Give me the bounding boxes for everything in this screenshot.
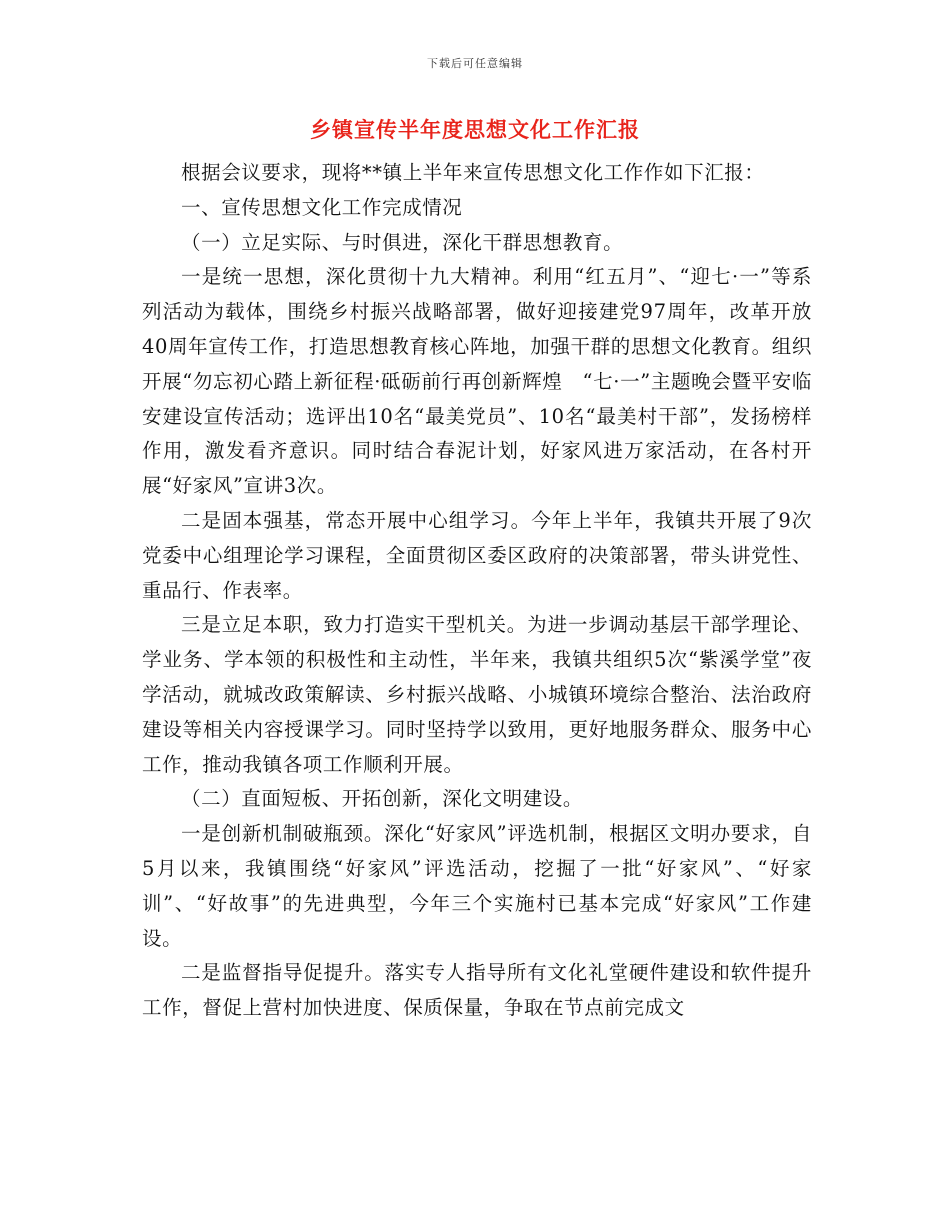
paragraph-intro: 根据会议要求，现将**镇上半年来宣传思想文化工作作如下汇报： bbox=[181, 161, 765, 184]
document-title: 乡镇宣传半年度思想文化工作汇报 bbox=[310, 117, 640, 142]
subsection-heading-2: （二）直面短板、开拓创新，深化文明建设。 bbox=[181, 787, 584, 811]
header-note: 下载后可任意编辑 bbox=[427, 57, 523, 70]
paragraph-item-1: 一是统一思想，深化贯彻十九大精神。利用“红五月”、“迎七·一”等系列活动为载体，围绕乡村振兴战略部署，做好迎接建党97周年，改革开放40周年宣传工作，打造思想教育核心阵地，加强干群的思想文化教育。组织开展“勿忘初心踏上新征程·砥砺前行再创新辉煌 “七·一”主题晚会暨平安临安建设宣传活动；选评出10名“最美党员”、10名“最美村干部”，发扬榜样作用，激发看齐意识。同时结合春泥计划，好家风进万家活动，在各村开展“好家风”宣讲3次。 bbox=[142, 265, 812, 498]
section-heading-1: 一、宣传思想文化工作完成情况 bbox=[181, 195, 463, 219]
document-body bbox=[142, 156, 812, 1026]
paragraph-item-3: 三是立足本职，致力打造实干型机关。为进一步调动基层干部学理论、学业务、学本领的积极性和主动性，半年来，我镇共组织5次“紫溪学堂”夜学活动，就城改政策解读、乡村振兴战略、小城镇环境综合整治、法治政府建设等相关内容授课学习。同时坚持学以致用，更好地服务群众、服务中心工作，推动我镇各项工作顺利开展。 bbox=[142, 613, 812, 776]
subsection-heading-1: （一）立足实际、与时俱进，深化干群思想教育。 bbox=[181, 230, 624, 254]
paragraph-item-4: 一是创新机制破瓶颈。深化“好家风”评选机制，根据区文明办要求，自5月以来，我镇围绕“好家风”评选活动，挖掘了一批“好家风”、“好家训”、“好故事”的先进典型，今年三个实施村已基本完成“好家风”工作建设。 bbox=[142, 822, 812, 950]
paragraph-item-5: 二是监督指导促提升。落实专人指导所有文化礼堂硬件建设和软件提升工作，督促上营村加快进度、保质保量，争取在节点前完成文 bbox=[142, 961, 812, 1020]
paragraph-item-2: 二是固本强基，常态开展中心组学习。今年上半年，我镇共开展了9次党委中心组理论学习课程，全面贯彻区委区政府的决策部署，带头讲党性、重品行、作表率。 bbox=[142, 508, 812, 602]
